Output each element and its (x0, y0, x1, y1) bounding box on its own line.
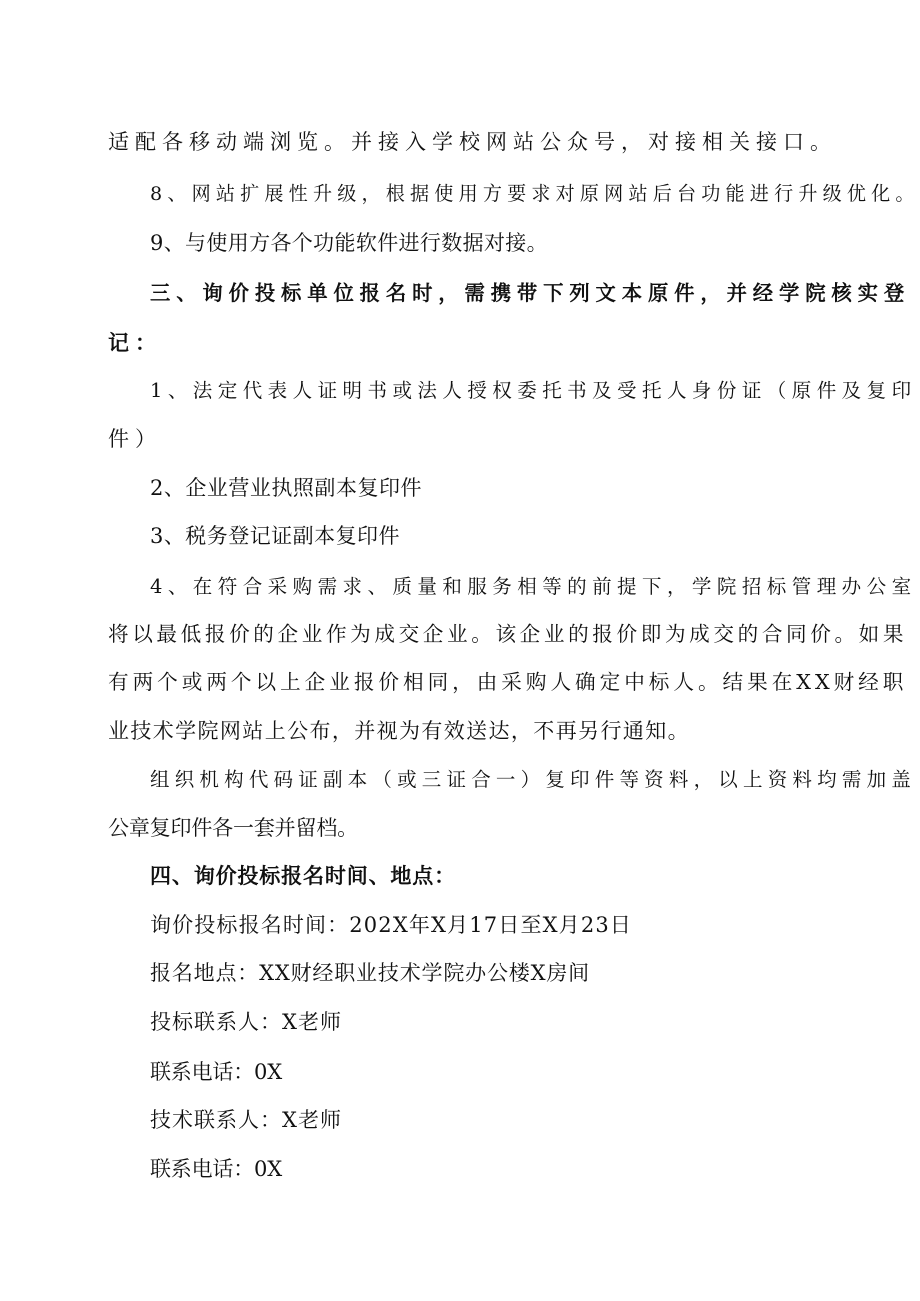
requirement-item-3: 3、税务登记证副本复印件 (150, 524, 400, 548)
list-item-8: 8、网站扩展性升级，根据使用方要求对原网站后台功能进行升级优化。 (150, 182, 920, 205)
paragraph-org-code: 组织机构代码证副本（或三证合一）复印件等资料，以上资料均需加盖 (150, 768, 916, 791)
bid-contact-person: 投标联系人：X老师 (150, 1010, 342, 1034)
bid-contact-phone: 联系电话：0X (150, 1060, 282, 1084)
requirement-item-2: 2、企业营业执照副本复印件 (150, 476, 422, 500)
requirement-item-4-cont-1: 将以最低报价的企业作为成交企业。该企业的报价即为成交的合同价。如果 (108, 622, 908, 646)
requirement-item-1-cont: 件） (108, 427, 162, 451)
requirement-item-4-cont-3: 业技术学院网站上公布，并视为有效送达，不再另行通知。 (108, 719, 690, 743)
registration-location: 报名地点：XX财经职业技术学院办公楼X房间 (150, 961, 590, 985)
paragraph-mobile-adaptation-cont: 适配各移动端浏览。并接入学校网站公众号，对接相关接口。 (108, 130, 837, 154)
requirement-item-4-cont-2: 有两个或两个以上企业报价相同，由采购人确定中标人。结果在XX财经职 (108, 670, 908, 694)
tech-contact-phone: 联系电话：0X (150, 1157, 282, 1181)
requirement-item-1: 1、法定代表人证明书或法人授权委托书及受托人身份证（原件及复印 (150, 379, 917, 402)
paragraph-org-code-cont: 公章复印件各一套并留档。 (108, 816, 358, 840)
requirement-item-4: 4、在符合采购需求、质量和服务相等的前提下，学院招标管理办公室 (150, 575, 917, 598)
section-heading-3-cont: 记： (108, 330, 162, 355)
section-heading-3: 三、询价投标单位报名时，需携带下列文本原件，并经学院核实登 (150, 281, 911, 305)
section-heading-4: 四、询价投标报名时间、地点： (150, 863, 456, 888)
list-item-9: 9、与使用方各个功能软件进行数据对接。 (150, 231, 548, 255)
registration-time: 询价投标报名时间：202X年X月17日至X月23日 (150, 913, 632, 937)
tech-contact-person: 技术联系人：X老师 (150, 1108, 342, 1132)
